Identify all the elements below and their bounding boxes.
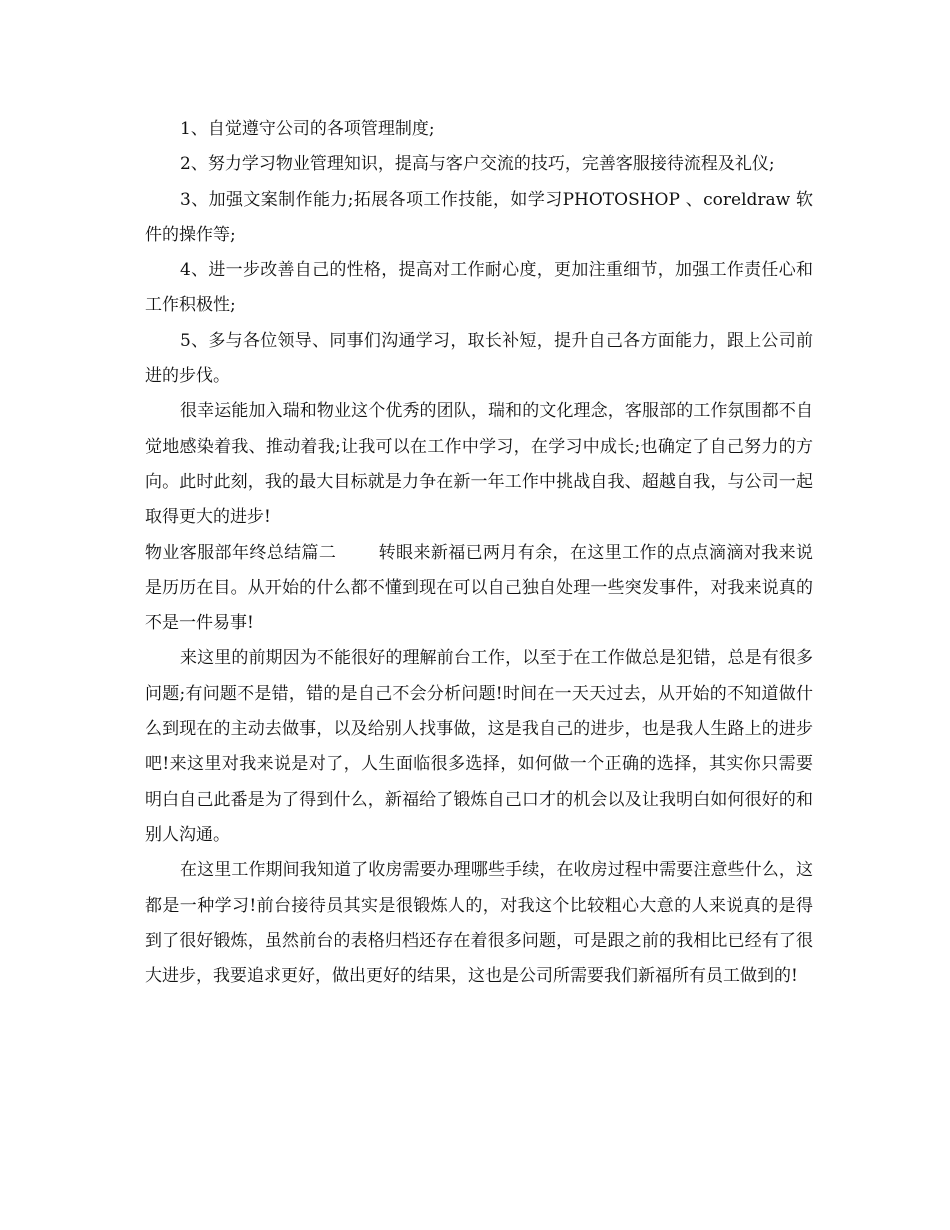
section-lead-text: 转眼来新福已两月有余，在这里工作的点点滴滴对我来说是历历在目。从开始的什么都不懂到现在可以自己独自处理一些突发事件，对我来说真的不是一件易事!	[145, 542, 814, 634]
closing-paragraph: 很幸运能加入瑞和物业这个优秀的团队，瑞和的文化理念，客服部的工作氛围都不自觉地感染着我、推动着我;让我可以在工作中学习，在学习中成长;也确定了自己努力的方向。此时此刻，我的最大目标就是力争在新一年工作中挑战自我、超越自我，与公司一起取得更大的进步!	[145, 401, 813, 528]
list-item-1: 1、自觉遵守公司的各项管理制度;	[180, 119, 435, 139]
list-item-5: 5、多与各位领导、同事们沟通学习，取长补短，提升自己各方面能力，跟上公司前进的步伐。	[145, 330, 813, 387]
list-item-2: 2、努力学习物业管理知识，提高与客户交流的技巧，完善客服接待流程及礼仪;	[180, 154, 775, 175]
body-paragraph-1: 来这里的前期因为不能很好的理解前台工作，以至于在工作做总是犯错，总是有很多问题;有问题不是错，错的是自己不会分析问题!时间在一天天过去，从开始的不知道做什么到现在的主动去做事，以及给别人找事做，这是我自己的进步，也是我人生路上的进步吧!来这里对我来说是对了，人生面临很多选择，如何做一个正确的选择，其实你只需要明白自己此番是为了得到什么，新福给了锻炼自己口才的机会以及让我明白如何很好的和别人沟通。	[145, 648, 813, 845]
section-two-paragraph	[145, 536, 813, 642]
list-item-4: 4、进一步改善自己的性格，提高对工作耐心度，更加注重细节，加强工作责任心和工作积极性;	[145, 260, 813, 316]
document-page	[145, 112, 813, 994]
section-title: 物业客服部年终总结篇二	[145, 542, 337, 563]
list-item-3: 3、加强文案制作能力;拓展各项工作技能，如学习PHOTOSHOP 、coreldraw 软件的操作等;	[145, 189, 813, 245]
body-paragraph-2: 在这里工作期间我知道了收房需要办理哪些手续，在收房过程中需要注意些什么，这都是一种学习!前台接待员其实是很锻炼人的，对我这个比较粗心大意的人来说真的是得到了很好锻炼，虽然前台的表格归档还存在着很多问题，可是跟之前的我相比已经有了很大进步，我要追求更好，做出更好的结果，这也是公司所需要我们新福所有员工做到的!	[145, 860, 813, 987]
